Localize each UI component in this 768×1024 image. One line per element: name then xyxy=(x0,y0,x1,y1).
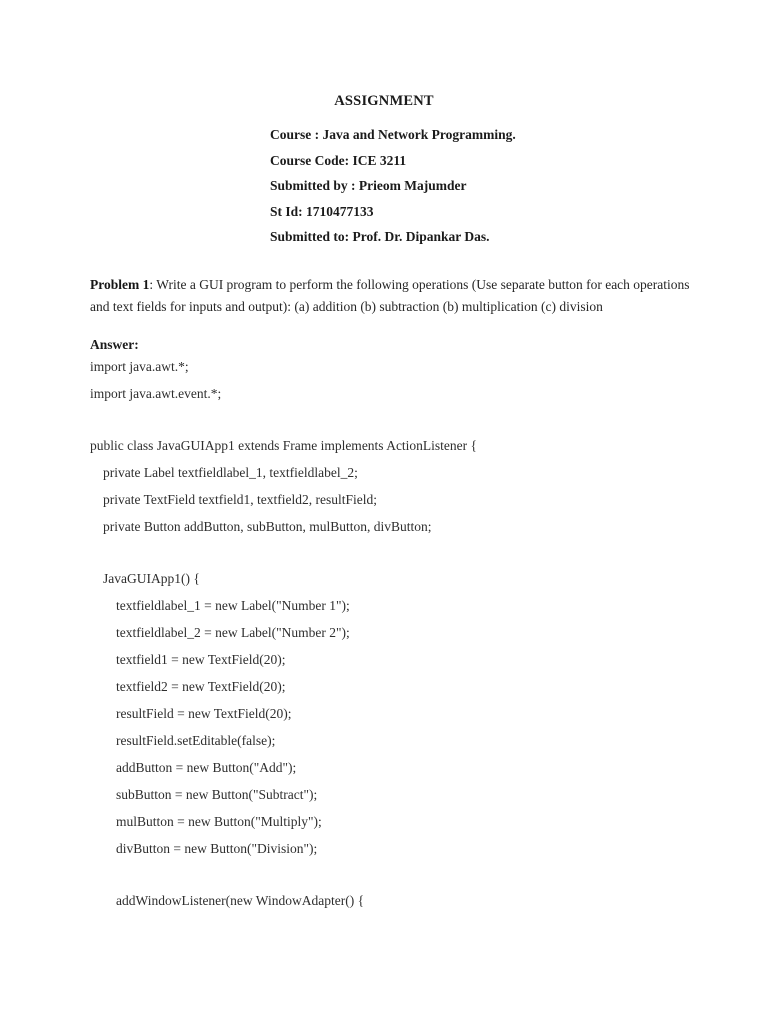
problem-text: : Write a GUI program to perform the following operations (Use separate button for each operations and text fields for inputs and output): (a) addition (b) subtraction (b) multiplication (c) division xyxy=(90,276,690,314)
code-line: addButton = new Button("Add"); xyxy=(116,760,297,775)
code-blank-line xyxy=(0,407,768,432)
code-line: textfieldlabel_1 = new Label("Number 1"); xyxy=(116,598,350,613)
code-line: textfield1 = new TextField(20); xyxy=(116,652,286,667)
code-line: subButton = new Button("Subtract"); xyxy=(116,787,318,802)
code-line: resultField = new TextField(20); xyxy=(116,706,292,721)
document-title: ASSIGNMENT xyxy=(334,93,434,109)
code-line: private TextField textfield1, textfield2, resultField; xyxy=(103,492,377,507)
problem-statement xyxy=(90,274,704,318)
code-line: textfield2 = new TextField(20); xyxy=(116,679,286,694)
code-line: addWindowListener(new WindowAdapter() { xyxy=(116,893,365,908)
code-block xyxy=(0,353,768,914)
problem-label: Problem 1 xyxy=(90,276,150,292)
code-line: divButton = new Button("Division"); xyxy=(116,841,318,856)
meta-line: Submitted by : Prieom Majumder xyxy=(270,178,467,193)
code-line: resultField.setEditable(false); xyxy=(116,733,276,748)
meta-line: St Id: 1710477133 xyxy=(270,203,374,219)
meta-line: Course Code: ICE 3211 xyxy=(270,152,407,168)
code-line: mulButton = new Button("Multiply"); xyxy=(116,814,322,829)
code-line: private Label textfieldlabel_1, textfieldlabel_2; xyxy=(103,465,358,480)
code-line: private Button addButton, subButton, mulButton, divButton; xyxy=(103,519,432,534)
code-blank-line xyxy=(0,540,768,565)
code-line: import java.awt.*; xyxy=(90,359,189,374)
code-line: textfieldlabel_2 = new Label("Number 2"); xyxy=(116,625,350,640)
meta-line: Submitted to: Prof. Dr. Dipankar Das. xyxy=(270,229,490,244)
meta-line: Course : Java and Network Programming. xyxy=(270,127,516,142)
code-blank-line xyxy=(0,862,768,887)
code-line: import java.awt.event.*; xyxy=(90,386,222,401)
code-line: public class JavaGUIApp1 extends Frame implements ActionListener { xyxy=(90,438,478,453)
answer-label: Answer: xyxy=(90,336,139,352)
code-line: JavaGUIApp1() { xyxy=(103,571,200,586)
title-row xyxy=(0,0,768,110)
meta-block xyxy=(270,122,768,250)
